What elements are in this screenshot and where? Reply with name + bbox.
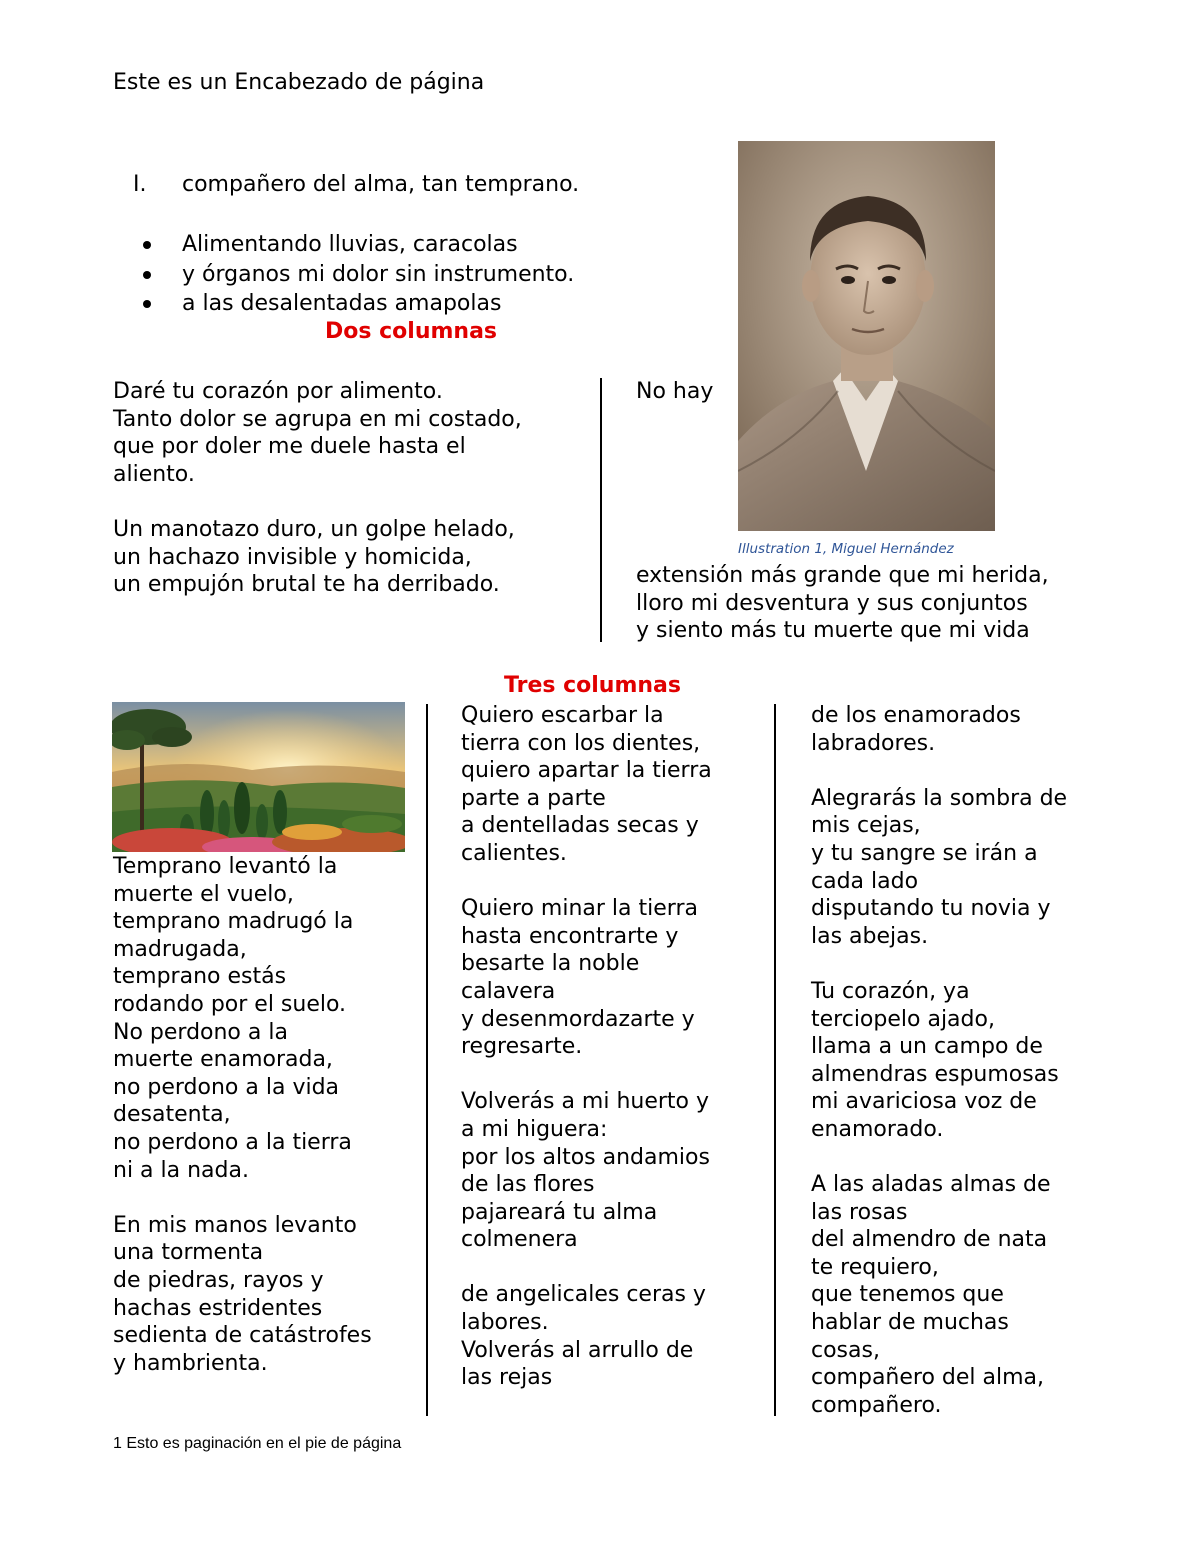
bullet-icon — [143, 271, 151, 279]
portrait-photo — [738, 141, 995, 531]
three-column-col2-text: Quiero escarbar la tierra con los dientes, quiero apartar la tierra parte a parte a dentelladas secas y calientes. Quiero minar la tierra hasta encontrarte y besarte la noble calavera y desenmordazarte y regresarte. Volverás a mi huerto y a mi higuera: por los altos andamios de las flores pajareará tu alma colmenera de angelicales ceras y labores. Volverás al arrullo de las rejas — [461, 703, 712, 1391]
section-heading-tres-columnas: Tres columnas — [504, 673, 681, 698]
bullet-text: y órganos mi dolor sin instrumento. — [182, 261, 575, 287]
landscape-illustration — [112, 702, 405, 852]
three-column-col3-text: de los enamorados labradores. Alegrarás la sombra de mis cejas, y tu sangre se irán a cada lado disputando tu novia y las abejas. Tu corazón, ya terciopelo ajado, llama a un campo de almendras espumosas mi avariciosa voz de enamorado. A las aladas almas de las rosas del almendro de nata te requiero, que tenemos que hablar de muchas cosas, compañero del alma, compañero. — [811, 703, 1068, 1418]
landscape-photo — [112, 702, 405, 852]
column-divider — [426, 704, 428, 1416]
roman-list-text: compañero del alma, tan temprano. — [182, 172, 580, 197]
column-divider — [600, 378, 602, 642]
illustration-caption: Illustration 1, Miguel Hernández — [738, 541, 954, 557]
two-column-right-text-top: No hay — [636, 379, 714, 404]
column-divider — [774, 704, 776, 1416]
portrait-illustration — [738, 141, 995, 531]
page-footer: 1 Esto es paginación en el pie de página — [113, 1435, 402, 1452]
bullet-icon — [143, 241, 151, 249]
two-column-left-text: Daré tu corazón por alimento. Tanto dolor se agrupa en mi costado, que por doler me duele hasta el aliento. Un manotazo duro, un golpe helado, un hachazo invisible y homicida, un empujón brutal te ha derribado. — [113, 379, 522, 598]
bullet-text: Alimentando lluvias, caracolas — [182, 232, 518, 257]
roman-numeral: I. — [133, 172, 147, 197]
section-heading-dos-columnas: Dos columnas — [325, 319, 498, 344]
two-column-right-text-bottom: extensión más grande que mi herida, lloro mi desventura y sus conjuntos y siento más tu muerte que mi vida — [636, 563, 1049, 644]
page-header: Este es un Encabezado de página — [113, 70, 485, 95]
three-column-col1-text: Temprano levantó la muerte el vuelo, temprano madrugó la madrugada, temprano estás rodando por el suelo. No perdono a la muerte enamorada, no perdono a la vida desatenta, no perdono a la tierra ni a la nada. En mis manos levanto una tormenta de piedras, rayos y hachas estridentes sedienta de catástrofes y hambrienta. — [113, 854, 372, 1376]
bullet-text: a las desalentadas amapolas — [182, 291, 502, 316]
bullet-icon — [143, 300, 151, 308]
